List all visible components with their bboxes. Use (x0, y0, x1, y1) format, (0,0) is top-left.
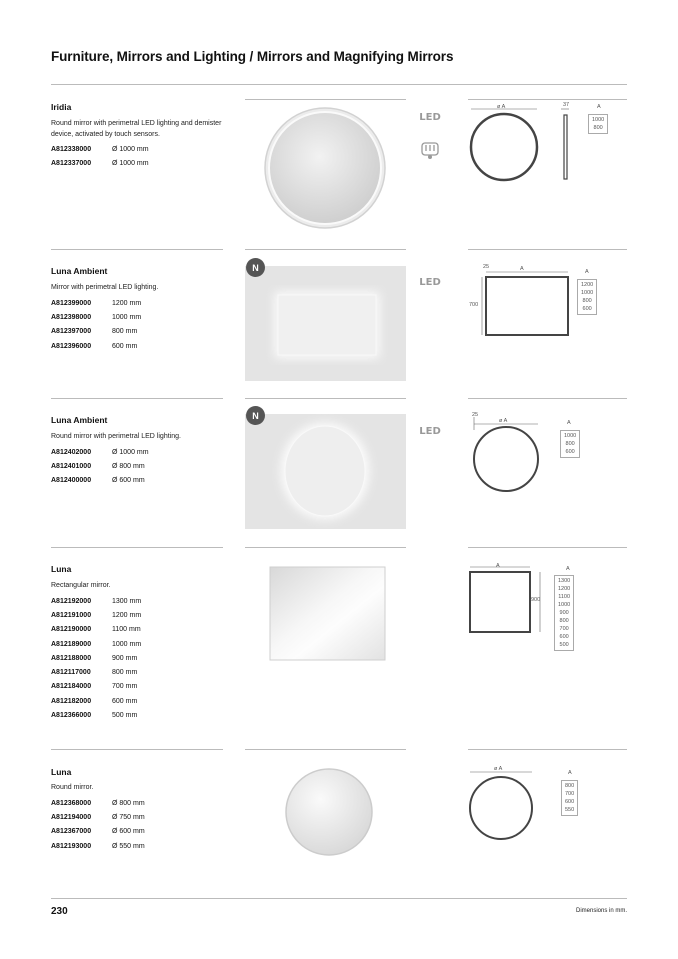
product-title: Luna Ambient (51, 266, 108, 276)
product-title: Luna Ambient (51, 415, 108, 425)
new-badge: N (246, 258, 265, 277)
page-title: Furniture, Mirrors and Lighting / Mirrors and Magnifying Mirrors (51, 49, 454, 64)
product-size: Ø 800 mm (112, 462, 145, 470)
dimension-value: 1000 (564, 433, 577, 439)
product-size: Ø 1000 mm (112, 159, 149, 167)
product-code: A812192000 (51, 597, 92, 605)
dimension-label: A (597, 104, 601, 110)
dimension-value: 800 (559, 618, 569, 624)
dimension-value: 1000 (558, 602, 571, 608)
dimension-value: 1000 (592, 117, 605, 123)
photo-divider (245, 749, 406, 750)
product-size: 800 mm (112, 328, 138, 336)
product-size: 1200 mm (112, 611, 142, 619)
list-item (51, 156, 149, 170)
product-size: 900 mm (112, 654, 138, 662)
dimension-label: ø A (494, 766, 503, 772)
dimension-value: 600 (565, 449, 575, 455)
dimension-label: 25 (472, 412, 479, 418)
product-image (269, 566, 386, 661)
dimension-table (588, 114, 608, 134)
section-divider (51, 249, 223, 250)
product-code: A812188000 (51, 654, 92, 662)
product-code: A812368000 (51, 799, 92, 807)
list-item (51, 839, 145, 853)
product-size: 700 mm (112, 683, 138, 691)
dimension-value: 1300 (558, 578, 571, 584)
demister-icon (419, 140, 441, 160)
product-size: Ø 600 mm (112, 477, 145, 485)
list-item (51, 339, 141, 353)
list-item (51, 608, 141, 622)
product-size: 1200 mm (112, 299, 142, 307)
dimension-value: 550 (565, 807, 575, 813)
list-item (51, 445, 149, 459)
dimension-table (554, 575, 574, 651)
drawing-divider (468, 547, 627, 548)
product-code: A812399000 (51, 299, 92, 307)
dimension-label: ø A (497, 104, 506, 110)
product-code: A812189000 (51, 640, 92, 648)
product-size: Ø 550 mm (112, 842, 145, 850)
product-title: Luna (51, 767, 72, 777)
section-divider (51, 749, 223, 750)
product-size: Ø 600 mm (112, 828, 145, 836)
list-item (51, 825, 145, 839)
drawing-divider (468, 749, 627, 750)
list-item (51, 296, 141, 310)
dimensions-note: Dimensions in mm. (575, 908, 627, 914)
dimension-value: 600 (565, 799, 575, 805)
led-icon: LED (419, 425, 441, 437)
list-item (51, 594, 141, 608)
product-description: Round mirror with perimetral LED lighting and demister device, activated by touch sensors. (51, 120, 222, 138)
product-code: A812117000 (51, 669, 91, 677)
list-item (51, 459, 149, 473)
product-code: A812184000 (51, 683, 92, 691)
product-code: A812194000 (51, 813, 92, 821)
dimension-label: A (568, 770, 572, 776)
led-icon: LED (419, 111, 441, 123)
product-code: A812402000 (51, 448, 92, 456)
dimension-label: 25 (483, 264, 490, 270)
dimension-label: A (567, 420, 571, 426)
product-code: A812396000 (51, 342, 92, 350)
product-code: A812338000 (51, 145, 92, 153)
photo-divider (245, 398, 406, 399)
product-size: 1000 mm (112, 640, 142, 648)
dimension-label: 700 (469, 302, 479, 308)
drawing-divider (468, 249, 627, 250)
product-size: 600 mm (112, 342, 138, 350)
product-code: A812193000 (51, 842, 92, 850)
list-item (51, 810, 145, 824)
footer-divider (51, 898, 627, 899)
product-size: 1300 mm (112, 597, 142, 605)
technical-drawing (468, 266, 578, 341)
product-size: Ø 750 mm (112, 813, 145, 821)
product-code: A812190000 (51, 626, 92, 634)
product-image (284, 767, 374, 857)
dimension-value: 1100 (558, 594, 571, 600)
top-divider (51, 84, 627, 85)
product-code-list (51, 594, 141, 723)
section-divider (51, 398, 223, 399)
dimension-value: 900 (559, 610, 569, 616)
product-size: 800 mm (112, 669, 138, 677)
photo-divider (245, 249, 406, 250)
drawing-divider (468, 398, 627, 399)
product-size: Ø 800 mm (112, 799, 145, 807)
product-size: 1100 mm (112, 626, 141, 634)
list-item (51, 680, 141, 694)
list-item (51, 796, 145, 810)
product-code: A812401000 (51, 462, 92, 470)
dimension-value: 1000 (581, 290, 594, 296)
list-item (51, 651, 141, 665)
dimension-label: A (566, 566, 570, 572)
product-size: Ø 1000 mm (112, 448, 149, 456)
section-divider (51, 547, 223, 548)
dimension-table (561, 780, 578, 816)
dimension-value: 1200 (581, 282, 594, 288)
product-image (263, 106, 387, 230)
product-image (245, 414, 406, 529)
technical-drawing (468, 414, 548, 494)
product-code: A812191000 (51, 611, 92, 619)
dimension-label: A (496, 563, 500, 569)
dimension-label: ø A (499, 418, 508, 424)
product-code: A812366000 (51, 712, 92, 720)
product-code-list (51, 796, 145, 853)
list-item (51, 142, 149, 156)
dimension-value: 500 (559, 642, 569, 648)
dimension-value: 700 (559, 626, 569, 632)
product-description: Rectangular mirror. (51, 582, 111, 589)
product-image (245, 266, 406, 381)
list-item (51, 665, 141, 679)
product-description: Mirror with perimetral LED lighting. (51, 284, 159, 291)
technical-drawing (468, 764, 548, 844)
dimension-label: A (520, 266, 524, 272)
dimension-label: A (585, 269, 589, 275)
dimension-value: 800 (582, 298, 592, 304)
product-code-list (51, 142, 149, 171)
product-title: Luna (51, 564, 72, 574)
new-badge: N (246, 406, 265, 425)
product-code: A812400000 (51, 477, 92, 485)
list-item (51, 325, 141, 339)
product-size: 600 mm (112, 697, 138, 705)
photo-divider (245, 547, 406, 548)
product-code-list (51, 296, 141, 353)
list-item (51, 637, 141, 651)
product-size: 1000 mm (112, 313, 142, 321)
dimension-value: 1200 (558, 586, 571, 592)
dimension-value: 700 (565, 791, 575, 797)
drawing-divider (468, 99, 627, 100)
dimension-table (577, 279, 597, 315)
product-size: Ø 1000 mm (112, 145, 149, 153)
dimension-value: 800 (565, 441, 575, 447)
product-code: A812337000 (51, 159, 92, 167)
product-code: A812397000 (51, 328, 92, 336)
product-title: Iridia (51, 102, 72, 112)
list-item (51, 623, 141, 637)
dimension-value: 800 (565, 783, 575, 789)
list-item (51, 694, 141, 708)
product-code: A812367000 (51, 828, 92, 836)
product-description: Round mirror with perimetral LED lighting. (51, 433, 181, 440)
list-item (51, 310, 141, 324)
product-description: Round mirror. (51, 784, 94, 791)
product-code-list (51, 445, 149, 488)
list-item (51, 708, 141, 722)
product-size: 500 mm (112, 712, 138, 720)
dimension-value: 600 (559, 634, 569, 640)
dimension-table (560, 430, 580, 458)
page-number: 230 (51, 906, 68, 917)
led-icon: LED (419, 276, 441, 288)
dimension-label: 900 (531, 597, 541, 603)
product-code: A812182000 (51, 697, 92, 705)
product-code: A812398000 (51, 313, 92, 321)
dimension-label: 37 (563, 102, 570, 108)
dimension-value: 800 (593, 125, 603, 131)
dimension-value: 600 (582, 306, 592, 312)
photo-divider (245, 99, 406, 100)
list-item (51, 474, 149, 488)
